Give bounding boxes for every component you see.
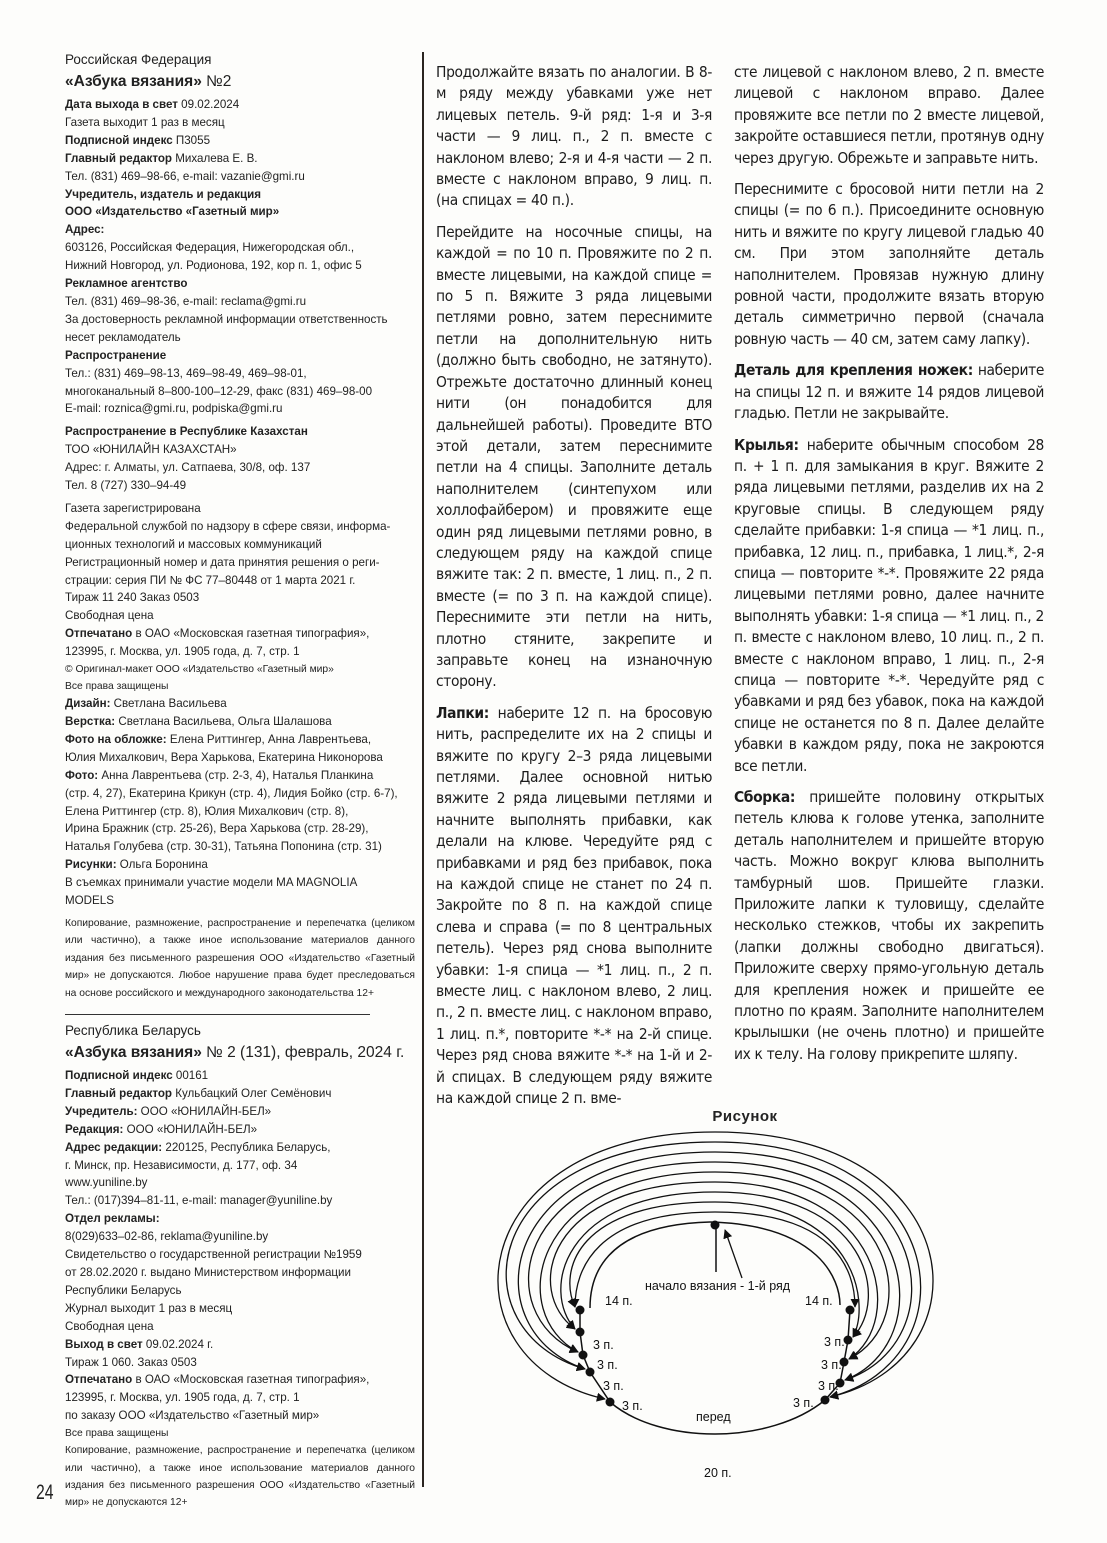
- bottom-label: 20 п.: [704, 1466, 732, 1480]
- paragraph-text: пришейте половину открытых петель клюва к голове утенка, заполните деталь наполнителем и пришейте вторую часть. Можно вокруг клюва выполнить тамбурный шов. Пришейте глазки. Приложите лапки к туловищу, сделайте несколько стежков, чтобы их закрепить (лапки должны свободно двигаться). Приложите сверху прямо-угольную деталь для крепления ножек и пришейте ее плотно по краям. Заполните наполнителем крылышки (не очень плотно) и пришейте их к телу. На голову прикрепите шляпу.: [734, 788, 1044, 1063]
- page-number: 24: [36, 1481, 54, 1504]
- imprint-line-text: Тел.: (831) 469–98-13, 469–98-49, 469–98-01,: [65, 366, 307, 380]
- imprint-line: [65, 1067, 415, 1085]
- stitch-marker-dot: [844, 1336, 853, 1345]
- imprint-line-text: Тираж 11 240 Заказ 0503: [65, 591, 200, 605]
- imprint-line-text: в ОАО «Московская газетная типография»,: [132, 1373, 370, 1387]
- imprint-line-text: Нижний Новгород, ул. Родионова, 192, кор п. 1, офис 5: [65, 259, 362, 273]
- imprint-line-label: Адрес:: [65, 223, 105, 237]
- imprint-line: [65, 96, 415, 114]
- imprint-line: [65, 536, 415, 554]
- magazine-issue-by: № 2 (131), февраль, 2024 г.: [206, 1044, 405, 1061]
- step-label-right: 3 п.: [818, 1379, 839, 1393]
- imprint-line-label: Главный редактор: [65, 1086, 173, 1100]
- stitch-marker-dot: [846, 1306, 855, 1315]
- imprint-line-text: Юлия Михалкович, Вера Харькова, Екатерина Никонорова: [65, 750, 383, 764]
- magazine-title-ru: [65, 72, 415, 92]
- imprint-line: [65, 459, 415, 477]
- imprint-line-text: 00161: [172, 1069, 209, 1082]
- imprint-line-text: Тел. 8 (727) 330–94-49: [65, 479, 187, 493]
- imprint-line: [65, 347, 415, 365]
- imprint-line: [65, 311, 415, 329]
- imprint-line: [65, 275, 415, 293]
- imprint-line: [65, 1103, 415, 1121]
- imprint-line: [65, 1264, 415, 1282]
- imprint-by-copyright: [65, 1425, 415, 1442]
- article-paragraph: [436, 703, 712, 1110]
- imprint-line-text: Республики Беларусь: [65, 1283, 182, 1297]
- step-label-left: 3 п.: [593, 1338, 614, 1352]
- imprint-by-lines: [65, 1067, 415, 1425]
- imprint-column: [65, 50, 415, 1512]
- stitch-marker-dot: [576, 1306, 585, 1315]
- imprint-line: [65, 695, 415, 713]
- side-right-label: 14 п.: [805, 1294, 833, 1308]
- imprint-line: [65, 1407, 415, 1425]
- imprint-line: [65, 785, 415, 803]
- imprint-line-text: Тираж 1 060. Заказ 0503: [65, 1355, 197, 1369]
- imprint-line-text: MODELS: [65, 894, 114, 908]
- imprint-line-label: Фото на обложке:: [65, 732, 167, 746]
- imprint-line-text: Свободная цена: [65, 1319, 154, 1333]
- imprint-line: [65, 874, 415, 892]
- imprint-line: [65, 1354, 415, 1372]
- imprint-line: [65, 554, 415, 572]
- imprint-line: [65, 1121, 415, 1139]
- imprint-legal-ru: Копирование, размножение, распространение и перепечатка (целиком или частично), а также иное использование материалов данного издания без письменного разрешения ООО «Издательство «Газетный мир» не допускаются. Любое нарушение права будет преследоваться на основе российского и международного законодательства 12+: [65, 917, 415, 999]
- imprint-line-label: Рекламное агентство: [65, 277, 188, 291]
- imprint-line-label: Отпечатано: [65, 627, 133, 641]
- magazine-title-by: [65, 1043, 415, 1063]
- imprint-line-text: 123995, г. Москва, ул. 1905 года, д. 7, стр. 1: [65, 645, 300, 659]
- imprint-line-text: Тел. (831) 469–98-66, e-mail: vazanie@gmi.ru: [65, 169, 305, 183]
- imprint-line-text: 123995, г. Москва, ул. 1905 года, д. 7, стр. 1: [65, 1391, 300, 1405]
- imprint-line-text: ООО «ЮНИЛАЙН-БЕЛ»: [137, 1104, 272, 1118]
- paragraph-heading: Деталь для крепления ножек:: [734, 361, 973, 380]
- imprint-line-label: Подписной индекс: [65, 1069, 173, 1082]
- start-dot: [711, 1221, 720, 1230]
- row-arc: [561, 1192, 869, 1337]
- stitch-marker-dot: [606, 1398, 615, 1407]
- imprint-line: [65, 1192, 415, 1210]
- imprint-line-text: Елена Риттингер, Анна Лаврентьева,: [166, 732, 372, 746]
- imprint-line: [65, 186, 415, 204]
- imprint-line: [65, 625, 415, 643]
- imprint-line-text: Журнал выходит 1 раз в месяц: [65, 1301, 233, 1315]
- imprint-line: [65, 203, 415, 221]
- imprint-line: [65, 892, 415, 910]
- imprint-line-text: по заказу ООО «Издательство «Газетный мир»: [65, 1409, 320, 1423]
- imprint-line: [65, 239, 415, 257]
- paragraph-text: Перейдите на носочные спицы, на каждой = по 10 п. Провяжите по 2 п. вместе лицевыми, на каждой спице = по 5 п. Вяжите 3 ряда лицевыми петлями ровно, затем переснимите петли на дополнительную нить (должно быть свободно, не затянуто). Отрежьте достаточно длинный конец нити (он понадобится для дальнейшей работы). Проведите ВТО этой детали, затем переснимите петли на 4 спицы. Заполните деталь наполнителем (синтепухом или холлофайбером) и провяжите еще один ряд лицевыми петлями ровно, в следующем ряду на каждой спице вяжите так: 2 п. вместе, 1 лиц. п., 2 п. вместе (= по 3 п. на каждой спице). Переснимите эти петли на нить, плотно стяните, закрепите и заправьте конец на изнаночную сторону.: [436, 222, 712, 691]
- imprint-line-text: E-mail: roznica@gmi.ru, podpiska@gmi.ru: [65, 402, 283, 416]
- imprint-line-text: Федеральной службой по надзору в сфере связи, информа-: [65, 519, 391, 533]
- stitch-marker-dot: [579, 1351, 588, 1360]
- imprint-line: [65, 607, 415, 625]
- imprint-line: [65, 820, 415, 838]
- imprint-line-text: страции: серия ПИ № ФС 77–80448 от 1 марта 2021 г.: [65, 573, 356, 587]
- imprint-line: [65, 838, 415, 856]
- step-label-right: 3 п.: [793, 1396, 814, 1410]
- article-paragraph: [734, 435, 1044, 778]
- stitch-marker-dot: [576, 1328, 585, 1337]
- imprint-line-text: За достоверность рекламной информации ответственность: [65, 312, 388, 326]
- imprint-line-text: несет рекламодатель: [65, 330, 181, 344]
- step-label-right: 3 п.: [824, 1335, 845, 1349]
- imprint-line-label: Верстка:: [65, 715, 116, 728]
- imprint-line-text: 09.02.2024 г.: [142, 1337, 214, 1351]
- magazine-name-by: «Азбука вязания»: [65, 1044, 202, 1061]
- step-labels: [593, 1335, 845, 1413]
- imprint-line-text: Газета выходит 1 раз в месяц: [65, 115, 225, 129]
- imprint-line-text: В съемках принимали участие модели MA MAGNOLIA: [65, 876, 358, 890]
- imprint-line: [65, 400, 415, 418]
- imprint-line-text: 603126, Российская Федерация, Нижегородская обл.,: [65, 241, 355, 255]
- imprint-line: [65, 1300, 415, 1318]
- imprint-line-text: Наталья Голубева (стр. 30-31), Татьяна Попонина (стр. 31): [65, 840, 382, 854]
- article-paragraph: [734, 360, 1044, 424]
- imprint-line: [65, 1139, 415, 1157]
- row-arc: [540, 1172, 889, 1359]
- imprint-line-text: от 28.02.2020 г. выдано Министерством информации: [65, 1265, 351, 1279]
- imprint-line-text: www.yuniline.by: [65, 1176, 148, 1190]
- imprint-line-text: Регистрационный номер и дата принятия решения о реги-: [65, 555, 380, 569]
- imprint-line: [65, 150, 415, 168]
- paragraph-heading: Лапки:: [436, 703, 489, 722]
- imprint-credits: [65, 695, 415, 910]
- imprint-line: [65, 1210, 415, 1228]
- imprint-line-text: Свободная цена: [65, 609, 154, 623]
- paragraph-text: Переснимите с бросовой нити петли на 2 спицы (= по 6 п.). Присоедините основную нить и вяжите по кругу лицевой гладью 40 см. При этом заполняйте деталь наполнителем. Провязав нужную длину ровной части, продолжите вязать вторую деталь симметрично первой (сначала ровную часть — 40 см, затем саму лапку).: [734, 180, 1044, 348]
- imprint-line-text: многоканальный 8–800-100–12-29, факс (831) 469–98-00: [65, 384, 373, 398]
- imprint-line: [65, 749, 415, 767]
- imprint-line-text: Свидетельство о государственной регистрации №1959: [65, 1248, 362, 1262]
- imprint-line: [65, 518, 415, 536]
- article-paragraph: [734, 787, 1044, 1065]
- imprint-line: [65, 1318, 415, 1336]
- imprint-line-text: в ОАО «Московская газетная типография»,: [132, 627, 370, 641]
- paragraph-text: наберите обычным способом 28 п. + 1 п. для замыкания в круг. Вяжите 2 ряда лицевыми петлями, разделив их на 2 круговые спицы. В следующем ряду сделайте прибавки: 1-я спица — *1 лиц. п., прибавка, 12 лиц. п., прибавка, 1 лиц.*, 2-я спица — повторите *-*. Провяжите 22 ряда лицевыми петлями ровно, далее начните выполнять убавки: 1-я спица — *1 лиц. п., 2 п. вместе с наклоном влево, 10 лиц. п., 2 п. вместе с наклоном вправо, 1 лиц. п., 2-я спица — повторите *-*. Чередуйте ряд с убавками и ряд без убавок, пока на каждой спице не останется по 8 п. Далее делайте убавки в каждом ряду, пока не закроются все петли.: [734, 435, 1044, 775]
- imprint-legal-by: Копирование, размножение, распространение и перепечатка (целиком или частично), а также иное использование материалов данного издания без письменного разрешения ООО «Издательство «Газетный мир» не допускаются 12+: [65, 1445, 415, 1509]
- imprint-line: [65, 767, 415, 785]
- imprint-line-text: г. Минск, пр. Независимости, д. 177, оф. 34: [65, 1158, 298, 1172]
- imprint-line-label: Фото:: [65, 768, 99, 782]
- step-label-right: 3 п.: [821, 1358, 842, 1372]
- imprint-line-text: 09.02.2024: [177, 98, 240, 111]
- imprint-country-by: Республика Беларусь: [65, 1023, 201, 1038]
- imprint-line: [65, 168, 415, 186]
- imprint-line: [65, 423, 415, 441]
- imprint-line: [65, 1174, 415, 1192]
- imprint-line-text: Тел. (831) 469–98-36, e-mail: reclama@gmi.ru: [65, 294, 307, 308]
- imprint-line-text: Анна Лаврентьева (стр. 2-3, 4), Наталья Планкина: [98, 768, 374, 782]
- start-label: начало вязания - 1-й ряд: [645, 1279, 791, 1293]
- figure-title: Рисунок: [712, 1108, 778, 1125]
- imprint-line: [65, 1157, 415, 1175]
- stitch-marker-dot: [821, 1396, 830, 1405]
- row-arc: [506, 1142, 920, 1397]
- column-rule: [422, 52, 424, 1487]
- imprint-line-label: Отдел рекламы:: [65, 1212, 160, 1226]
- imprint-line: [65, 383, 415, 401]
- imprint-line: [65, 1228, 415, 1246]
- imprint-line: [65, 1371, 415, 1389]
- side-left-label: 14 п.: [605, 1294, 633, 1308]
- imprint-line-text: ООО «ЮНИЛАЙН-БЕЛ»: [123, 1122, 258, 1136]
- imprint-line-text: Елена Риттингер (стр. 8), Юлия Михалкович (стр. 8),: [65, 804, 349, 818]
- section-divider: [65, 1014, 370, 1015]
- imprint-line-text: (стр. 4, 27), Екатерина Крикун (стр. 4), Лидия Бойко (стр. 6-7),: [65, 786, 398, 800]
- paragraph-text: сте лицевой с наклоном влево, 2 п. вместе лицевой с наклоном вправо. Далее провяжите все петли по 2 вместе лицевой, закройте оставшиеся петли, протянув одну через другую. Обрежьте и заправьте нить.: [734, 63, 1044, 167]
- imprint-line-label: Учредитель, издатель и редакция: [65, 187, 262, 201]
- imprint-line-text: Ирина Бражник (стр. 25-26), Вера Харькова (стр. 28-29),: [65, 822, 369, 836]
- magazine-name: «Азбука вязания»: [65, 73, 202, 90]
- imprint-line-label: Дизайн:: [65, 697, 111, 711]
- imprint-line-text: ционных технологий и массовых коммуникаций: [65, 537, 322, 551]
- imprint-line: [65, 500, 415, 518]
- imprint-line-label: Распространение: [65, 348, 167, 362]
- imprint-line-text: Ольга Боронина: [116, 858, 208, 872]
- imprint-line: [65, 293, 415, 311]
- imprint-line-label: ООО «Издательство «Газетный мир»: [65, 205, 280, 219]
- imprint-line-label: Распространение в Республике Казахстан: [65, 425, 308, 439]
- imprint-line: [65, 856, 415, 874]
- imprint-line-text: Кульбацкий Олег Семёнович: [172, 1086, 332, 1100]
- article-column-2: [734, 62, 1044, 1075]
- imprint-line-text: 8(029)633–02-86, reklama@yuniline.by: [65, 1230, 269, 1244]
- imprint-line-label: Отпечатано: [65, 1373, 133, 1387]
- imprint-line-label: Главный редактор: [65, 151, 173, 165]
- imprint-line-label: Рисунки:: [65, 858, 117, 872]
- imprint-line: [65, 803, 415, 821]
- imprint-line: [65, 441, 415, 459]
- imprint-line-text: Тел.: (017)394–81-11, e-mail: manager@yuniline.by: [65, 1194, 333, 1208]
- diagram-svg: [440, 1100, 1050, 1520]
- imprint-line: [65, 713, 415, 731]
- imprint-line: [65, 257, 415, 275]
- imprint-country-ru: Российская Федерация: [65, 52, 212, 67]
- imprint-line-label: Адрес редакции:: [65, 1140, 163, 1154]
- paragraph-heading: Крылья:: [734, 435, 799, 454]
- step-label-left: 3 п.: [597, 1358, 618, 1372]
- paragraph-text: наберите на спицы 12 п. и вяжите 14 рядов лицевой гладью. Петли не закрывайте.: [734, 361, 1045, 423]
- article-paragraph: [734, 179, 1044, 350]
- imprint-line-text: Светлана Васильева, Ольга Шалашова: [115, 715, 332, 728]
- imprint-line: [65, 1336, 415, 1354]
- imprint-line-text: Михалева Е. В.: [172, 151, 258, 165]
- imprint-line: [65, 365, 415, 383]
- imprint-line-label: Учредитель:: [65, 1104, 138, 1118]
- imprint-line: Все права защищены: [65, 681, 169, 693]
- imprint-copyright-lines: [65, 661, 415, 695]
- imprint-line: © Оригинал-макет ООО «Издательство «Газетный мир»: [65, 664, 334, 676]
- imprint-line-text: Адрес: г. Алматы, ул. Сатпаева, 30/8, оф. 137: [65, 461, 311, 475]
- imprint-line: [65, 1246, 415, 1264]
- imprint-line-text: 220125, Республика Беларусь,: [162, 1140, 331, 1154]
- imprint-ru-lines: [65, 96, 415, 418]
- paragraph-heading: Сборка:: [734, 788, 796, 806]
- imprint-line: Все права защищены: [65, 1428, 169, 1440]
- imprint-line-label: Выход в свет: [65, 1337, 143, 1351]
- imprint-line: [65, 221, 415, 239]
- imprint-line-label: Редакция:: [65, 1122, 124, 1136]
- magazine-issue: №2: [206, 73, 232, 90]
- article-column-1: [436, 62, 712, 1120]
- imprint-line-label: Подписной индекс: [65, 133, 173, 147]
- imprint-line: [65, 643, 415, 661]
- article-paragraph: [436, 62, 712, 212]
- imprint-line-text: П3055: [172, 133, 211, 147]
- imprint-line: [65, 1282, 415, 1300]
- imprint-line: [65, 1389, 415, 1407]
- step-label-left: 3 п.: [622, 1399, 643, 1413]
- start-arrow: [725, 1230, 742, 1278]
- imprint-line: [65, 589, 415, 607]
- imprint-line-text: Газета зарегистрирована: [65, 501, 201, 515]
- step-label-left: 3 п.: [603, 1379, 624, 1393]
- imprint-line: [65, 572, 415, 590]
- imprint-registration-lines: [65, 500, 415, 661]
- imprint-line-text: Светлана Васильева: [110, 697, 227, 711]
- row-arc: [518, 1152, 911, 1380]
- imprint-kz-lines: [65, 423, 415, 495]
- imprint-line-text: ТОО «ЮНИЛАЙН КАЗАХСТАН»: [65, 443, 237, 457]
- paragraph-text: наберите 12 п. на бросовую нить, распределите их на 2 спицы и вяжите по кругу 2–3 ряда лицевыми петлями. Далее основной нитью вяжите 2 ряда лицевыми петлями и начните выполнять прибавки, как делали на клюве. Чередуйте ряд с прибавками и ряд без прибавок, пока на каждой спице не станет по 24 п. Закройте по 8 п. на каждой спице слева и справа (= по 8 центральных петель). Через ряд снова выполните убавки: 1-я спица — *1 лиц. п., 2 п. вместе лиц. с наклоном влево, 2 лиц. п., 2 п. вместе лиц. с наклоном вправо, 1 лиц. п.*, повторите *-* на 2-й спице. Через ряд снова вяжите *-* на 1-й и 2-й спицах. В следующем ряду вяжите на каждой спице 2 п. вме-: [436, 703, 712, 1108]
- imprint-line: [65, 132, 415, 150]
- imprint-line-label: Дата выхода в свет: [65, 98, 178, 111]
- paragraph-text: Продолжайте вязать по аналогии. В 8-м ряду между убавками уже нет лицевых петель. 9-й ряд: 1-я и 3-я части — 9 лиц. п., 2 п. вместе с наклоном влево; 2-я и 4-я части — 2 п. вместе с наклоном вправо, 9 лиц. п. (на спицах = 40 п.).: [436, 63, 712, 210]
- stitch-marker-dot: [586, 1368, 595, 1377]
- front-label: перед: [696, 1410, 731, 1424]
- imprint-line: [65, 329, 415, 347]
- article-paragraph: [436, 222, 712, 693]
- imprint-line: [65, 477, 415, 495]
- imprint-line: [65, 1085, 415, 1103]
- imprint-line: [65, 114, 415, 132]
- knitting-diagram: [440, 1100, 1050, 1520]
- article-paragraph: [734, 62, 1044, 169]
- imprint-line: [65, 731, 415, 749]
